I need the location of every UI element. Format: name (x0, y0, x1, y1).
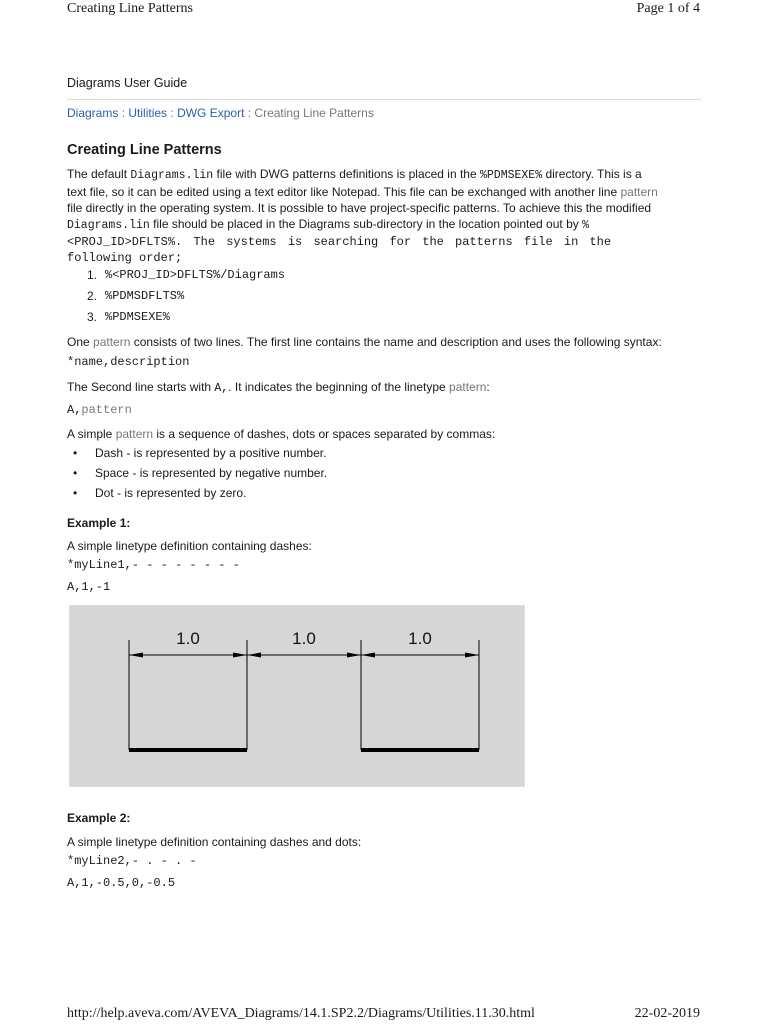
intro-line: <PROJ_ID>DFLTS%. The systems is searching for the patterns file in the (67, 235, 612, 249)
example-1-heading: Example 1: (67, 516, 131, 530)
syntax-paragraph (67, 334, 701, 350)
list-item (67, 268, 285, 289)
dimension-label: 1.0 (292, 629, 316, 648)
bullet-marker: • (73, 446, 78, 460)
list-number: 3. (86, 310, 97, 324)
file-name: Diagrams.lin (130, 169, 214, 182)
intro-line (67, 166, 701, 184)
pattern-link[interactable]: pattern (81, 403, 132, 417)
list-item (67, 310, 285, 331)
list-item (67, 466, 327, 486)
simple-pattern-paragraph (67, 426, 701, 442)
bullet-marker: • (73, 486, 78, 500)
env-variable: %PDMSEXE% (480, 169, 543, 182)
example-2-heading: Example 2: (67, 811, 131, 825)
list-item-text: Dash - is represented by a positive number. (95, 446, 327, 460)
env-variable: % (582, 219, 589, 232)
inline-code: A, (214, 382, 229, 395)
breadcrumb-link-dwg-export[interactable]: DWG Export (177, 106, 245, 120)
intro-paragraph (67, 166, 701, 266)
print-date: 22-02-2019 (634, 1006, 700, 1021)
breadcrumb-separator: : (244, 106, 255, 120)
list-number: 1. (86, 268, 97, 282)
intro-line: following order; (67, 251, 183, 265)
intro-line (67, 216, 701, 234)
dimension-label: 1.0 (408, 629, 432, 648)
pattern-link[interactable]: pattern (115, 427, 154, 441)
intro-text: text file, so it can be edited using a text editor like Notepad. This file can be exchanged with another line (67, 185, 621, 199)
breadcrumb-separator: : (167, 106, 178, 120)
syntax-text: consists of two lines. The first line contains the name and description and uses the following syntax: (130, 335, 662, 349)
page-url: http://help.aveva.com/AVEVA_Diagrams/14.1.SP2.2/Diagrams/Utilities.11.30.html (67, 1006, 535, 1021)
syntax-code: *name,description (67, 355, 190, 369)
breadcrumb (67, 106, 374, 120)
syntax-text: A simple (67, 427, 116, 441)
pattern-link[interactable]: pattern (620, 185, 658, 199)
intro-text: file with DWG patterns definitions is placed in the (213, 167, 480, 181)
pattern-rules-list (67, 446, 327, 506)
example-2-code-line-2: A,1,-0.5,0,-0.5 (67, 876, 176, 890)
breadcrumb-link-diagrams[interactable]: Diagrams (67, 106, 119, 120)
example-2-code-line-1: *myLine2,- . - . - (67, 854, 197, 868)
list-item (67, 446, 327, 466)
second-line-paragraph (67, 379, 701, 397)
example-1-code-line-2: A,1,-1 (67, 580, 111, 594)
syntax-text: The Second line starts with (67, 380, 215, 394)
page-title: Creating Line Patterns (67, 142, 222, 158)
breadcrumb-separator: : (118, 106, 129, 120)
pattern-code (67, 403, 132, 417)
list-item-path: %<PROJ_ID>DFLTS%/Diagrams (105, 268, 286, 282)
line-pattern-diagram (69, 605, 525, 787)
example-1-code-line-1: *myLine1,- - - - - - - - (67, 558, 240, 572)
list-item-text: Space - is represented by negative number. (95, 466, 328, 480)
syntax-text: is a sequence of dashes, dots or spaces separated by commas: (153, 427, 496, 441)
list-item-path: %PDMSDFLTS% (105, 289, 185, 303)
intro-text: directory. This is a (542, 167, 642, 181)
intro-text: file should be placed in the Diagrams sub-directory in the location pointed out by (149, 217, 583, 231)
bullet-marker: • (73, 466, 78, 480)
intro-line (67, 184, 701, 200)
list-number: 2. (86, 289, 97, 303)
pattern-link[interactable]: pattern (449, 380, 487, 394)
breadcrumb-current: Creating Line Patterns (254, 106, 374, 120)
breadcrumb-link-utilities[interactable]: Utilities (128, 106, 168, 120)
syntax-text: One (67, 335, 94, 349)
page-header-title: Creating Line Patterns (67, 1, 193, 16)
code-prefix: A, (67, 403, 82, 417)
intro-line: file directly in the operating system. It is possible to have project-specific patterns. To achieve this the modified (67, 201, 652, 215)
example-1-description: A simple linetype definition containing dashes: (67, 539, 312, 553)
example-2-description: A simple linetype definition containing dashes and dots: (67, 835, 362, 849)
file-name: Diagrams.lin (67, 219, 150, 232)
list-item-text: Dot - is represented by zero. (95, 486, 247, 500)
pattern-link[interactable]: pattern (93, 335, 131, 349)
list-item (67, 289, 285, 310)
syntax-text: : (486, 380, 490, 394)
list-item-path: %PDMSEXE% (105, 310, 170, 324)
dimension-label: 1.0 (176, 629, 200, 648)
intro-text: The default (67, 167, 131, 181)
guide-title: Diagrams User Guide (67, 76, 188, 90)
list-item (67, 486, 327, 506)
search-order-list (67, 268, 285, 331)
divider (67, 99, 701, 100)
syntax-text: . It indicates the beginning of the linetype (228, 380, 450, 394)
page-number: Page 1 of 4 (636, 1, 700, 16)
